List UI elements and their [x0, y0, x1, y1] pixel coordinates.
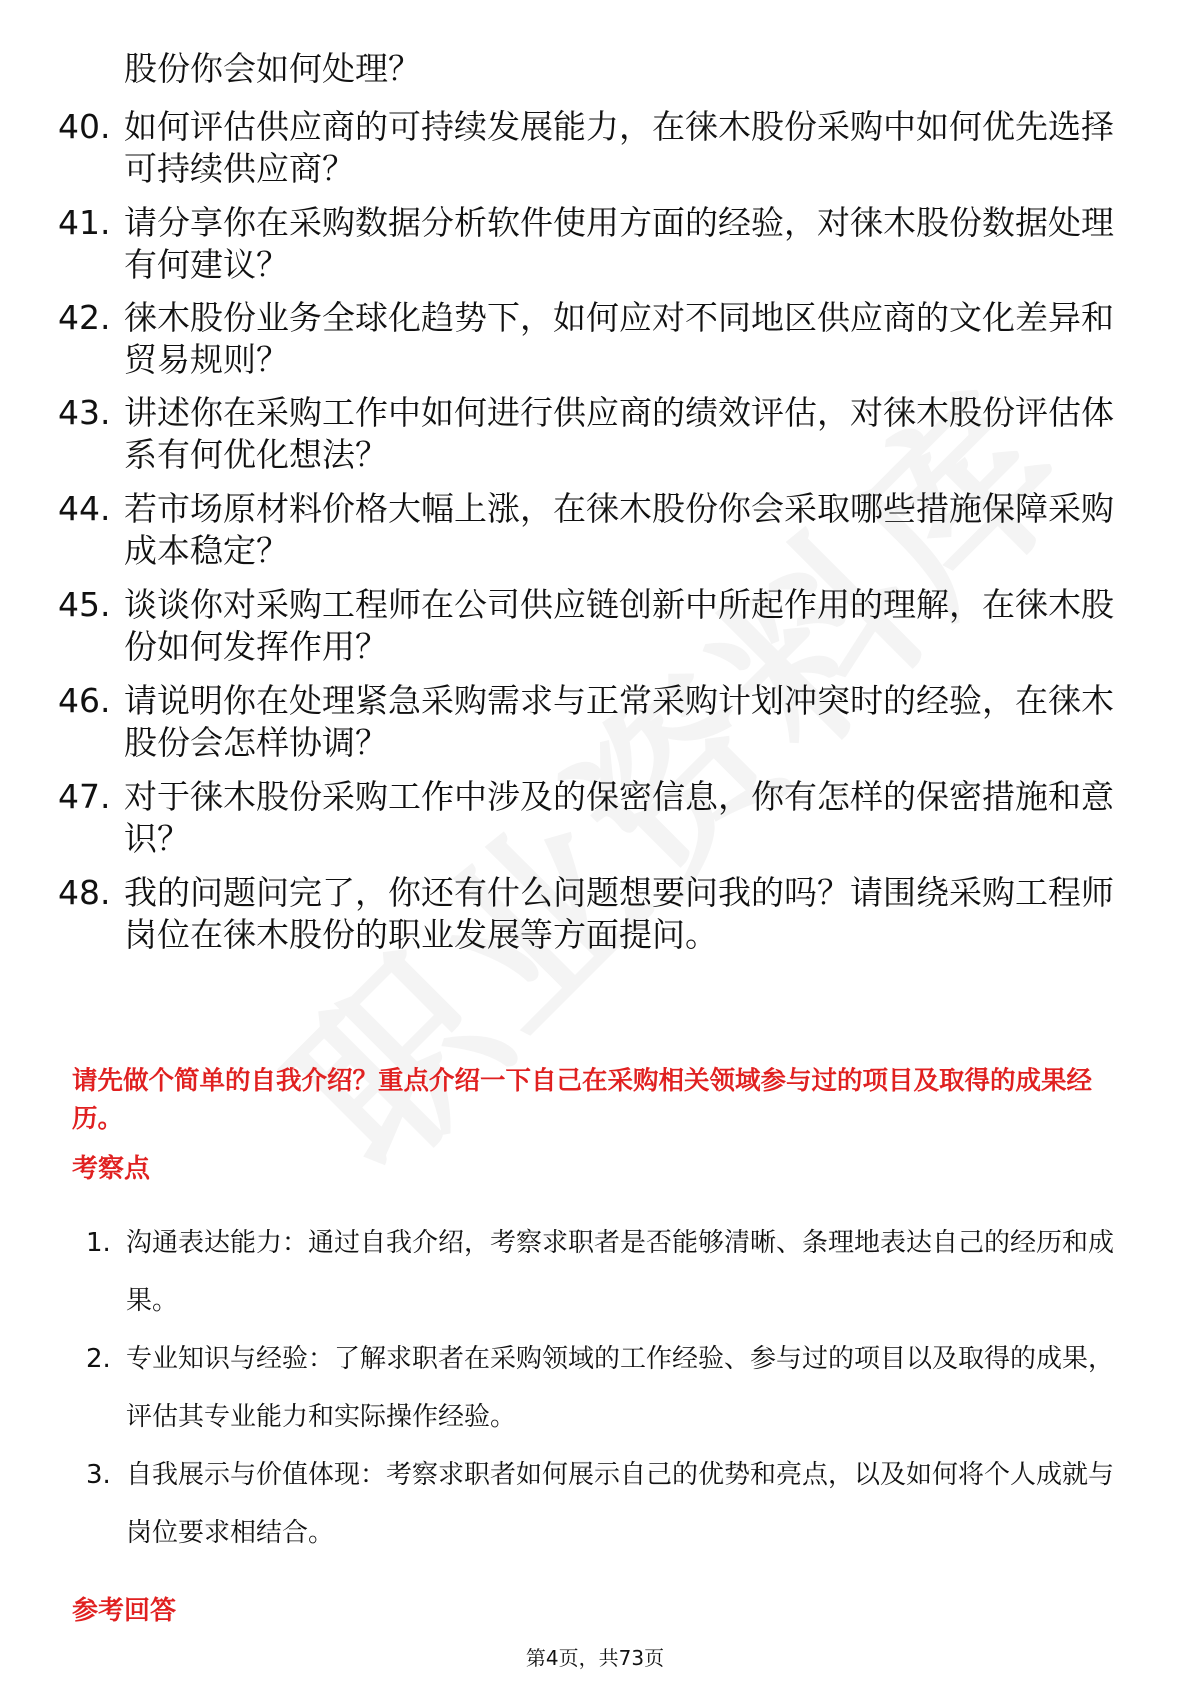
question-number: 42. [58, 298, 111, 337]
question-item [58, 488, 1138, 572]
question-item [58, 872, 1138, 956]
reference-answer-heading: 参考回答 [72, 1596, 177, 1626]
question-number: 41. [58, 203, 111, 242]
question-text: 讲述你在采购工作中如何进行供应商的绩效评估，对徕木股份评估体系有何优化想法？ [124, 393, 1114, 474]
question-text: 请分享你在采购数据分析软件使用方面的经验，对徕木股份数据处理有何建议？ [124, 203, 1114, 284]
featured-question: 请先做个简单的自我介绍？重点介绍一下自己在采购相关领域参与过的项目及取得的成果经历。 [72, 1066, 1093, 1134]
question-number: 43. [58, 393, 111, 432]
question-item [58, 776, 1138, 860]
question-text: 股份你会如何处理？ [124, 49, 421, 88]
question-text: 谈谈你对采购工程师在公司供应链创新中所起作用的理解，在徕木股份如何发挥作用？ [124, 585, 1114, 666]
point-number: 1. [86, 1228, 111, 1258]
question-number: 48. [58, 873, 111, 912]
question-number: 45. [58, 585, 111, 624]
question-item [58, 106, 1138, 190]
assessment-point [86, 1330, 1126, 1446]
point-text: 沟通表达能力：通过自我介绍，考察求职者是否能够清晰、条理地表达自己的经历和成果。 [126, 1228, 1115, 1316]
question-number: 40. [58, 107, 111, 146]
point-text: 专业知识与经验：了解求职者在采购领域的工作经验、参与过的项目以及取得的成果，评估其专业能力和实际操作经验。 [126, 1344, 1115, 1432]
question-number: 44. [58, 489, 111, 528]
question-text: 对于徕木股份采购工作中涉及的保密信息，你有怎样的保密措施和意识？ [124, 777, 1114, 858]
question-item [58, 680, 1138, 764]
question-item [58, 584, 1138, 668]
assessment-point [86, 1446, 1126, 1562]
assessment-heading: 考察点 [72, 1154, 151, 1184]
page-footer: 第4页，共73页 [525, 1646, 665, 1670]
question-item [58, 392, 1138, 476]
question-number: 46. [58, 681, 111, 720]
question-text: 徕木股份业务全球化趋势下，如何应对不同地区供应商的文化差异和贸易规则？ [124, 298, 1114, 379]
point-text: 自我展示与价值体现：考察求职者如何展示自己的优势和亮点，以及如何将个人成就与岗位要求相结合。 [126, 1460, 1115, 1548]
question-text: 如何评估供应商的可持续发展能力，在徕木股份采购中如何优先选择可持续供应商？ [124, 107, 1114, 188]
question-text: 请说明你在处理紧急采购需求与正常采购计划冲突时的经验，在徕木股份会怎样协调？ [124, 681, 1114, 762]
question-item [58, 297, 1138, 381]
question-text: 若市场原材料价格大幅上涨，在徕木股份你会采取哪些措施保障采购成本稳定？ [124, 489, 1114, 570]
assessment-point [86, 1214, 1126, 1330]
question-number: 47. [58, 777, 111, 816]
point-number: 2. [86, 1344, 111, 1374]
question-text: 我的问题问完了，你还有什么问题想要问我的吗？请围绕采购工程师岗位在徕木股份的职业发展等方面提问。 [124, 873, 1114, 954]
point-number: 3. [86, 1460, 111, 1490]
question-item [58, 202, 1138, 286]
question-item [58, 48, 1138, 90]
